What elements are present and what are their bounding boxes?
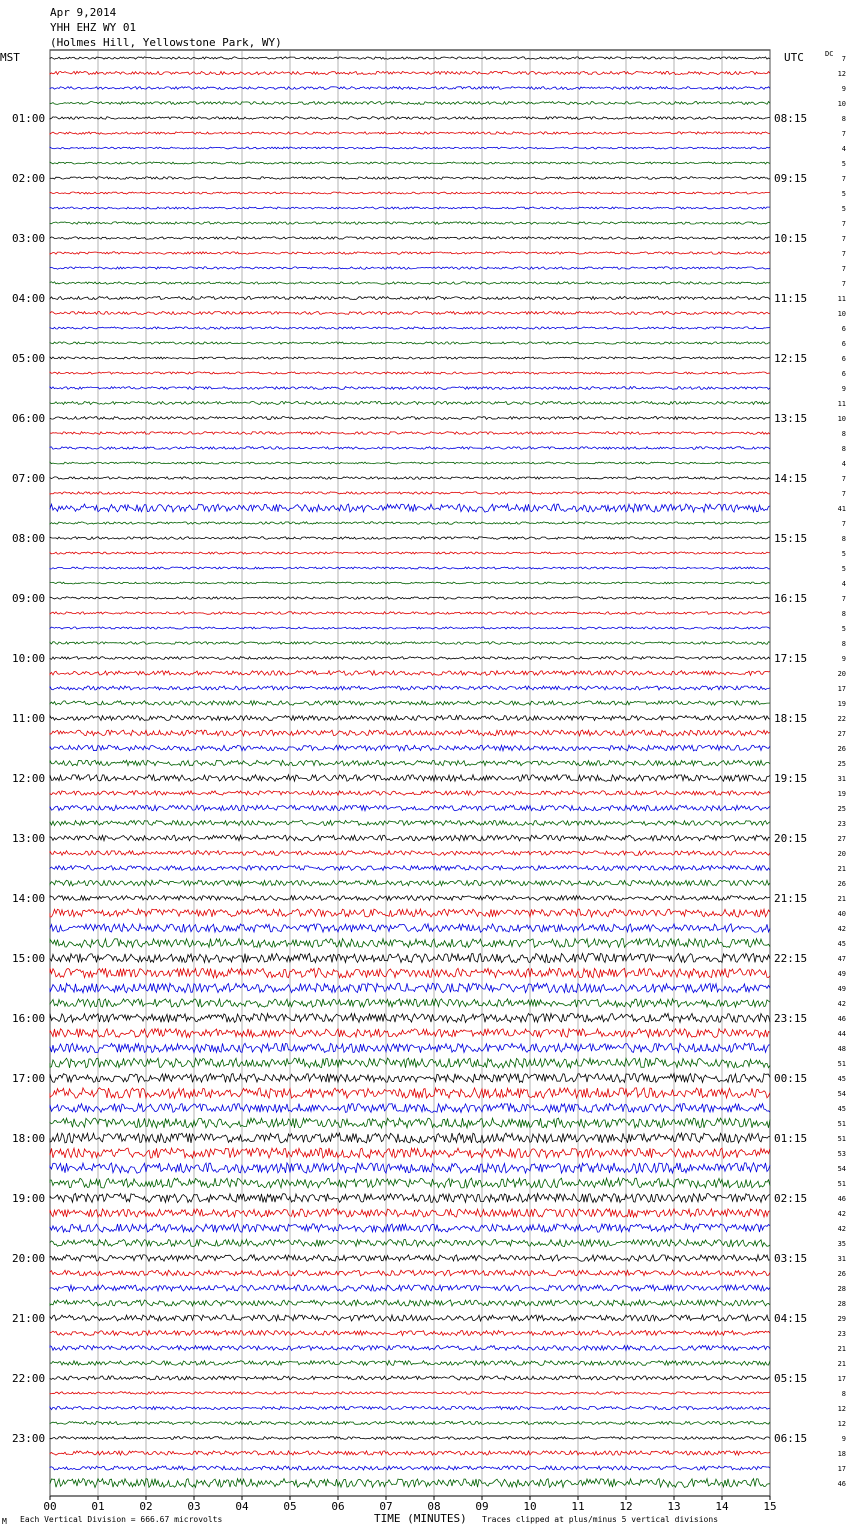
mst-hour-label: 05:00	[12, 352, 46, 365]
trace-row	[50, 192, 770, 194]
dc-offset-value: 54	[837, 1090, 846, 1098]
dc-offset-value: 7	[841, 520, 846, 528]
trace-row	[50, 1118, 770, 1128]
dc-offset-value: 9	[841, 85, 846, 93]
trace-row	[50, 821, 770, 826]
dc-offset-value: 8	[841, 115, 846, 123]
dc-offset-header: DC	[825, 50, 834, 58]
dc-offset-value: 5	[841, 625, 846, 633]
utc-hour-label: 18:15	[774, 712, 808, 725]
trace-row	[50, 1104, 770, 1113]
dc-offset-value: 42	[837, 925, 846, 933]
trace-row	[50, 252, 770, 254]
station-code: YHH EHZ WY 01	[50, 21, 137, 34]
trace-row	[50, 896, 770, 901]
trace-row	[50, 612, 770, 615]
x-tick-label: 15	[763, 1500, 777, 1513]
trace-row	[50, 1239, 770, 1246]
dc-offset-value: 31	[837, 775, 846, 783]
x-tick-label: 08	[427, 1500, 441, 1513]
dc-offset-value: 25	[837, 805, 846, 813]
trace-row	[50, 775, 770, 781]
mst-hour-label: 13:00	[12, 832, 46, 845]
dc-offset-value: 7	[841, 130, 846, 138]
trace-row	[50, 909, 770, 917]
trace-row	[50, 716, 770, 721]
mst-hour-label: 04:00	[12, 292, 46, 305]
dc-offset-value: 7	[841, 475, 846, 483]
dc-offset-value: 48	[837, 1045, 846, 1053]
mst-hour-label: 19:00	[12, 1192, 46, 1205]
dc-offset-value: 7	[841, 235, 846, 243]
mst-hour-label: 09:00	[12, 592, 46, 605]
trace-row	[50, 447, 770, 450]
trace-row	[50, 402, 770, 405]
mst-hour-label: 07:00	[12, 472, 46, 485]
trace-row	[50, 671, 770, 676]
x-tick-label: 12	[619, 1500, 633, 1513]
dc-offset-value: 19	[837, 700, 846, 708]
trace-row	[50, 297, 770, 300]
trace-row	[50, 387, 770, 390]
dc-offset-value: 53	[837, 1150, 846, 1158]
trace-row	[50, 552, 770, 554]
dc-offset-value: 7	[841, 250, 846, 258]
dc-offset-value: 10	[837, 310, 846, 318]
dc-offset-value: 46	[837, 1195, 846, 1203]
utc-hour-label: 21:15	[774, 892, 808, 905]
dc-offset-value: 49	[837, 970, 846, 978]
x-tick-label: 07	[379, 1500, 393, 1513]
trace-row	[50, 312, 770, 315]
mst-hour-label: 17:00	[12, 1072, 46, 1085]
mst-hour-labels	[12, 112, 45, 1445]
dc-offset-value: 12	[837, 70, 846, 78]
utc-hour-label: 00:15	[774, 1072, 808, 1085]
trace-row	[50, 924, 770, 932]
dc-offset-value: 27	[837, 730, 846, 738]
trace-row	[50, 1285, 770, 1291]
mst-zone-label: MST	[0, 51, 20, 64]
utc-hour-label: 11:15	[774, 292, 808, 305]
dc-offset-value: 51	[837, 1180, 846, 1188]
dc-offset-value: 10	[837, 100, 846, 108]
trace-row	[50, 162, 770, 164]
trace-row	[50, 627, 770, 629]
trace-row	[50, 582, 770, 584]
x-tick-label: 02	[139, 1500, 153, 1513]
trace-row	[50, 1088, 770, 1098]
trace-row	[50, 1194, 770, 1203]
dc-offset-value: 51	[837, 1120, 846, 1128]
dc-offset-value: 49	[837, 985, 846, 993]
trace-row	[50, 1029, 770, 1038]
dc-offset-value: 17	[837, 1465, 846, 1473]
dc-offset-value: 44	[837, 1030, 846, 1038]
dc-offset-value: 45	[837, 1075, 846, 1083]
trace-row	[50, 71, 770, 74]
trace-row	[50, 1163, 770, 1173]
dc-offset-value: 10	[837, 415, 846, 423]
dc-offset-value: 7	[841, 265, 846, 273]
dc-offset-value: 12	[837, 1420, 846, 1428]
trace-row	[50, 342, 770, 344]
dc-offset-value: 4	[841, 145, 846, 153]
trace-row	[50, 417, 770, 420]
dc-offset-value: 51	[837, 1060, 846, 1068]
trace-row	[50, 1014, 770, 1023]
utc-hour-label: 04:15	[774, 1312, 808, 1325]
trace-row	[50, 953, 770, 962]
trace-row	[50, 1346, 770, 1351]
dc-offset-value: 4	[841, 580, 846, 588]
dc-offset-value: 51	[837, 1135, 846, 1143]
time-axis-title: TIME (MINUTES)	[374, 1512, 467, 1525]
dc-offset-value: 5	[841, 190, 846, 198]
dc-offset-value: 8	[841, 640, 846, 648]
dc-offset-value: 9	[841, 655, 846, 663]
header	[50, 6, 282, 49]
trace-row	[50, 983, 770, 993]
mst-hour-label: 02:00	[12, 172, 46, 185]
dc-offset-value: 19	[837, 790, 846, 798]
dc-offset-value: 21	[837, 865, 846, 873]
dc-offset-value: 42	[837, 1225, 846, 1233]
x-tick-label: 13	[667, 1500, 681, 1513]
dc-offset-value: 40	[837, 910, 846, 918]
x-tick-label: 03	[187, 1500, 201, 1513]
trace-row	[50, 730, 770, 736]
trace-row	[50, 1300, 770, 1306]
utc-hour-label: 15:15	[774, 532, 808, 545]
trace-row	[50, 102, 770, 105]
trace-row	[50, 1224, 770, 1232]
dc-offset-value: 17	[837, 685, 846, 693]
dc-offset-value: 17	[837, 1375, 846, 1383]
trace-row	[50, 1148, 770, 1158]
trace-row	[50, 880, 770, 886]
trace-row	[50, 267, 770, 269]
dc-offset-value: 4	[841, 460, 846, 468]
dc-offset-value: 46	[837, 1480, 846, 1488]
trace-row	[50, 1255, 770, 1261]
trace-row	[50, 791, 770, 795]
x-tick-label: 14	[715, 1500, 729, 1513]
dc-offset-value: 22	[837, 715, 846, 723]
utc-hour-label: 20:15	[774, 832, 808, 845]
dc-offset-value: 21	[837, 1345, 846, 1353]
dc-offset-value: 6	[841, 370, 846, 378]
dc-offset-value: 5	[841, 565, 846, 573]
dc-offset-value: 7	[841, 175, 846, 183]
mst-hour-label: 08:00	[12, 532, 46, 545]
utc-hour-label: 10:15	[774, 232, 808, 245]
dc-offset-value: 25	[837, 760, 846, 768]
utc-hour-label: 13:15	[774, 412, 808, 425]
trace-row	[50, 701, 770, 705]
utc-hour-label: 17:15	[774, 652, 808, 665]
utc-hour-label: 02:15	[774, 1192, 808, 1205]
trace-row	[50, 866, 770, 871]
dc-offset-value: 7	[841, 280, 846, 288]
dc-offset-value: 8	[841, 445, 846, 453]
mst-hour-label: 16:00	[12, 1012, 46, 1025]
trace-row	[50, 504, 770, 512]
dc-offset-value: 7	[841, 595, 846, 603]
mst-hour-label: 12:00	[12, 772, 46, 785]
dc-offset-value: 45	[837, 1105, 846, 1113]
x-tick-label: 11	[571, 1500, 585, 1513]
utc-hour-label: 22:15	[774, 952, 808, 965]
utc-hour-label: 09:15	[774, 172, 808, 185]
record-date: Apr 9,2014	[50, 6, 117, 19]
dc-offset-value: 21	[837, 895, 846, 903]
trace-row	[50, 851, 770, 856]
trace-row	[50, 1331, 770, 1336]
mst-hour-label: 03:00	[12, 232, 46, 245]
trace-row	[50, 477, 770, 479]
dc-offset-value: 18	[837, 1450, 846, 1458]
dc-offset-value: 42	[837, 1000, 846, 1008]
trace-row	[50, 1043, 770, 1052]
trace-row	[50, 999, 770, 1007]
dc-offset-value: 47	[837, 955, 846, 963]
dc-offset-value: 42	[837, 1210, 846, 1218]
trace-row	[50, 57, 770, 59]
trace-row	[50, 237, 770, 239]
trace-row	[50, 1074, 770, 1083]
dc-offset-value: 28	[837, 1285, 846, 1293]
dc-offset-value: 8	[841, 610, 846, 618]
trace-row	[50, 1178, 770, 1188]
dc-offset-value: 11	[837, 400, 846, 408]
dc-offset-value: 6	[841, 355, 846, 363]
clip-note: Traces clipped at plus/minus 5 vertical divisions	[482, 1515, 719, 1524]
dc-offset-value: 31	[837, 1255, 846, 1263]
trace-row	[50, 537, 770, 540]
dc-offset-value: 11	[837, 295, 846, 303]
trace-row	[50, 327, 770, 329]
trace-row	[50, 835, 770, 841]
trace-row	[50, 372, 770, 374]
utc-hour-label: 03:15	[774, 1252, 808, 1265]
trace-row	[50, 1406, 770, 1409]
trace-row	[50, 1479, 770, 1488]
station-location: (Holmes Hill, Yellowstone Park, WY)	[50, 36, 282, 49]
dc-offset-value: 35	[837, 1240, 846, 1248]
mst-hour-label: 15:00	[12, 952, 46, 965]
dc-offset-value: 54	[837, 1165, 846, 1173]
dc-offset-value: 27	[837, 835, 846, 843]
trace-row	[50, 207, 770, 209]
dc-offset-value: 26	[837, 1270, 846, 1278]
dc-offset-value: 8	[841, 430, 846, 438]
corner-mark: M	[2, 1517, 7, 1526]
utc-hour-label: 05:15	[774, 1372, 808, 1385]
mst-hour-label: 14:00	[12, 892, 46, 905]
dc-offset-value: 28	[837, 1300, 846, 1308]
trace-row	[50, 222, 770, 224]
dc-offset-value: 9	[841, 385, 846, 393]
x-tick-label: 04	[235, 1500, 249, 1513]
x-tick-label: 09	[475, 1500, 489, 1513]
trace-row	[50, 657, 770, 660]
mst-hour-label: 11:00	[12, 712, 46, 725]
trace-row	[50, 1376, 770, 1380]
trace-row	[50, 760, 770, 765]
dc-offset-value: 7	[841, 55, 846, 63]
dc-offset-value: 7	[841, 220, 846, 228]
trace-row	[50, 462, 770, 464]
trace-row	[50, 87, 770, 90]
dc-offset-values	[838, 55, 846, 1488]
trace-row	[50, 177, 770, 179]
dc-offset-value: 21	[837, 1360, 846, 1368]
time-axis	[43, 1496, 776, 1513]
trace-row	[50, 1361, 770, 1366]
mst-hour-label: 21:00	[12, 1312, 46, 1325]
utc-hour-label: 01:15	[774, 1132, 808, 1145]
trace-row	[50, 567, 770, 569]
dc-offset-value: 8	[841, 1390, 846, 1398]
trace-row	[50, 686, 770, 690]
trace-row	[50, 939, 770, 948]
dc-offset-value: 41	[837, 505, 846, 513]
trace-row	[50, 1270, 770, 1276]
utc-hour-labels	[774, 112, 807, 1445]
trace-row	[50, 1209, 770, 1217]
dc-offset-value: 23	[837, 820, 846, 828]
dc-offset-value: 26	[837, 745, 846, 753]
dc-offset-value: 26	[837, 880, 846, 888]
dc-offset-value: 45	[837, 940, 846, 948]
trace-row	[50, 1421, 770, 1424]
utc-hour-label: 06:15	[774, 1432, 808, 1445]
dc-offset-value: 23	[837, 1330, 846, 1338]
trace-row	[50, 132, 770, 134]
mst-hour-label: 10:00	[12, 652, 46, 665]
dc-offset-value: 7	[841, 490, 846, 498]
trace-row	[50, 597, 770, 599]
x-tick-label: 06	[331, 1500, 345, 1513]
utc-hour-label: 12:15	[774, 352, 808, 365]
utc-hour-label: 14:15	[774, 472, 808, 485]
utc-hour-label: 08:15	[774, 112, 808, 125]
dc-offset-value: 5	[841, 550, 846, 558]
scale-note: Each Vertical Division = 666.67 microvolts	[20, 1515, 223, 1524]
trace-row	[50, 357, 770, 359]
trace-row	[50, 968, 770, 978]
trace-row	[50, 1058, 770, 1068]
utc-hour-label: 16:15	[774, 592, 808, 605]
trace-row	[50, 492, 770, 494]
x-tick-label: 01	[91, 1500, 105, 1513]
utc-hour-label: 23:15	[774, 1012, 808, 1025]
mst-hour-label: 06:00	[12, 412, 46, 425]
utc-hour-label: 19:15	[774, 772, 808, 785]
trace-row	[50, 1392, 770, 1395]
utc-zone-label: UTC	[784, 51, 804, 64]
dc-offset-value: 8	[841, 535, 846, 543]
trace-row	[50, 1451, 770, 1455]
dc-offset-value: 29	[837, 1315, 846, 1323]
dc-offset-value: 9	[841, 1435, 846, 1443]
dc-offset-value: 20	[837, 850, 846, 858]
trace-row	[50, 1437, 770, 1440]
dc-offset-value: 6	[841, 325, 846, 333]
dc-offset-value: 20	[837, 670, 846, 678]
trace-row	[50, 805, 770, 810]
dc-offset-value: 46	[837, 1015, 846, 1023]
trace-row	[50, 432, 770, 435]
dc-offset-value: 6	[841, 340, 846, 348]
x-tick-label: 05	[283, 1500, 297, 1513]
trace-row	[50, 117, 770, 120]
trace-row	[50, 642, 770, 645]
trace-row	[50, 1133, 770, 1143]
dc-offset-value: 5	[841, 160, 846, 168]
trace-row	[50, 1466, 770, 1470]
mst-hour-label: 18:00	[12, 1132, 46, 1145]
dc-offset-value: 5	[841, 205, 846, 213]
mst-hour-label: 20:00	[12, 1252, 46, 1265]
seismic-traces	[50, 57, 770, 1488]
trace-row	[50, 282, 770, 284]
mst-hour-label: 22:00	[12, 1372, 46, 1385]
mst-hour-label: 23:00	[12, 1432, 46, 1445]
trace-row	[50, 522, 770, 524]
dc-offset-value: 12	[837, 1405, 846, 1413]
x-tick-label: 10	[523, 1500, 537, 1513]
trace-row	[50, 1315, 770, 1321]
x-tick-label: 00	[43, 1500, 57, 1513]
trace-row	[50, 147, 770, 149]
trace-row	[50, 745, 770, 751]
mst-hour-label: 01:00	[12, 112, 46, 125]
footer	[2, 1512, 718, 1526]
